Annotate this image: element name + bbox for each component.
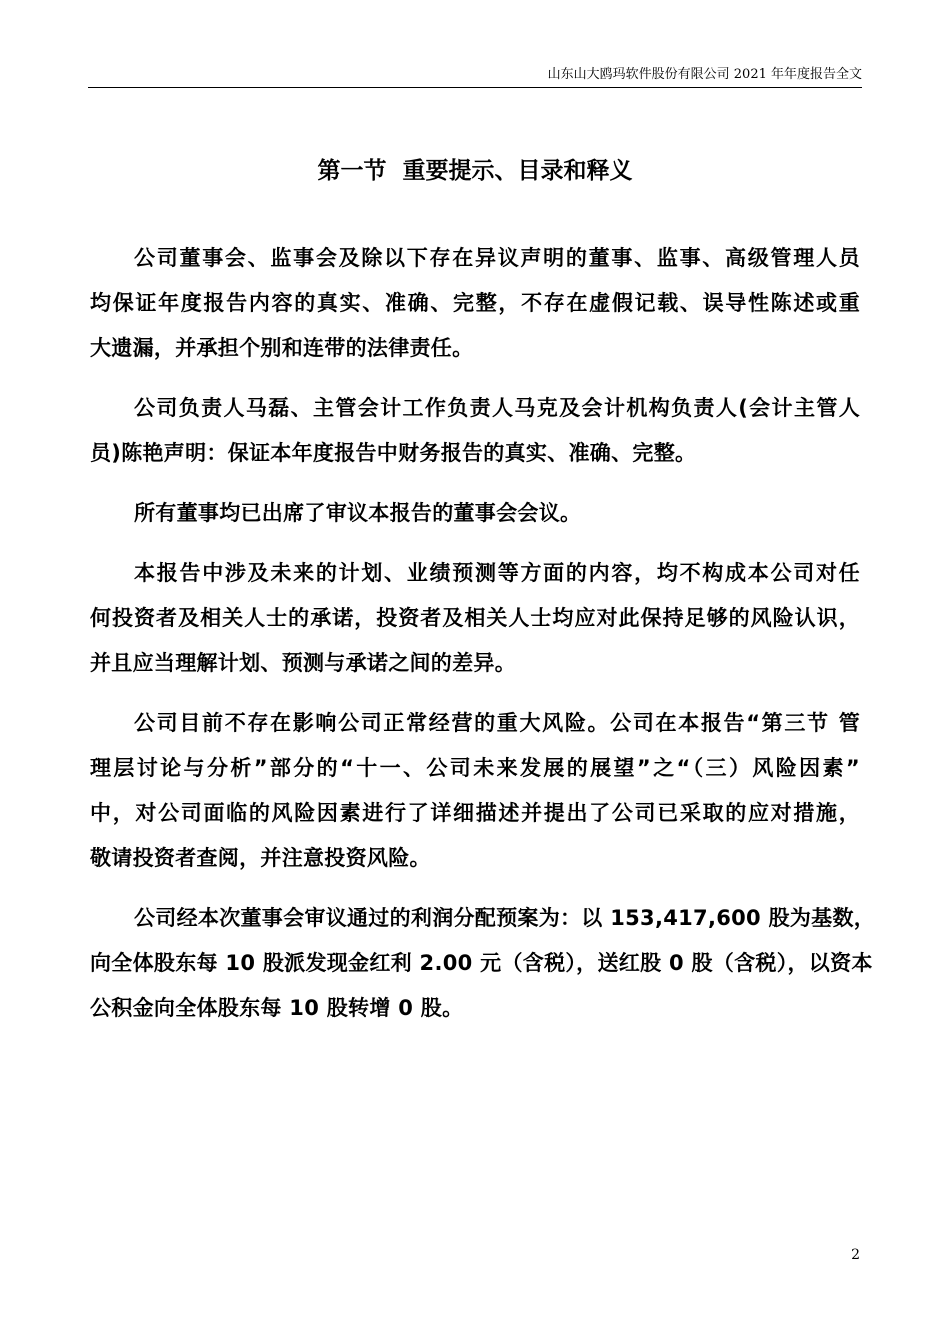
header-divider bbox=[88, 87, 862, 88]
paragraph-forward-looking bbox=[90, 551, 860, 686]
text-line: 公积金向全体股东每 10 股转增 0 股。 bbox=[90, 996, 464, 1020]
body-text bbox=[90, 236, 876, 1046]
text-line: 公司负责人马磊、主管会计工作负责人马克及会计机构负责人(会计主管人 bbox=[134, 396, 860, 420]
text-line: 员)陈艳声明：保证本年度报告中财务报告的真实、准确、完整。 bbox=[90, 441, 697, 465]
text-line: 大遗漏，并承担个别和连带的法律责任。 bbox=[90, 336, 474, 360]
page-number: 2 bbox=[851, 1247, 860, 1263]
text-line: 均保证年度报告内容的真实、准确、完整，不存在虚假记载、误导性陈述或重 bbox=[90, 291, 860, 315]
text-line: 公司经本次董事会审议通过的利润分配预案为：以 153,417,600 股为基数， bbox=[134, 906, 876, 930]
text-line: 理层讨论与分析”部分的“十一、公司未来发展的展望”之“（三）风险因素” bbox=[90, 756, 860, 780]
paragraph-board-declaration bbox=[90, 236, 860, 371]
paragraph-director-attendance bbox=[90, 491, 860, 536]
paragraph-responsible-persons bbox=[90, 386, 860, 476]
paragraph-profit-distribution bbox=[90, 896, 876, 1031]
text-line: 敬请投资者查阅，并注意投资风险。 bbox=[90, 846, 431, 870]
text-line: 向全体股东每 10 股派发现金红利 2.00 元（含税），送红股 0 股（含税），以资本 bbox=[90, 951, 873, 975]
text-line: 本报告中涉及未来的计划、业绩预测等方面的内容，均不构成本公司对任 bbox=[134, 561, 860, 585]
text-line: 中，对公司面临的风险因素进行了详细描述并提出了公司已采取的应对措施， bbox=[90, 801, 860, 825]
text-line: 并且应当理解计划、预测与承诺之间的差异。 bbox=[90, 651, 516, 675]
text-line: 所有董事均已出席了审议本报告的董事会会议。 bbox=[134, 501, 582, 525]
running-header: 山东山大鸥玛软件股份有限公司 2021 年年度报告全文 bbox=[547, 67, 862, 82]
paragraph-risk-statement bbox=[90, 701, 860, 881]
text-line: 何投资者及相关人士的承诺，投资者及相关人士均应对此保持足够的风险认识， bbox=[90, 606, 860, 630]
text-line: 公司目前不存在影响公司正常经营的重大风险。公司在本报告“第三节 管 bbox=[134, 711, 860, 735]
section-title: 第一节 重要提示、目录和释义 bbox=[317, 158, 633, 184]
text-line: 公司董事会、监事会及除以下存在异议声明的董事、监事、高级管理人员 bbox=[134, 246, 860, 270]
